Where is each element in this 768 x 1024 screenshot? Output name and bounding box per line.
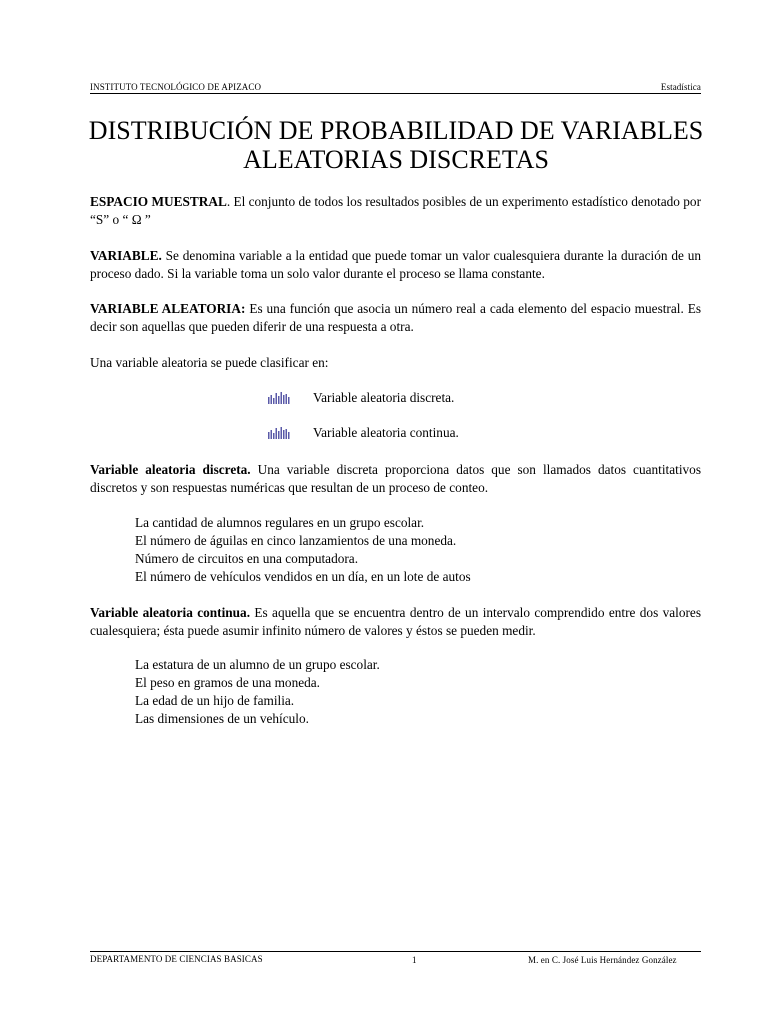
title-line-2: ALEATORIAS DISCRETAS bbox=[243, 145, 549, 174]
espacio-muestral-term: ESPACIO MUESTRAL bbox=[90, 194, 227, 209]
espacio-muestral-text: . El conjunto de todos los resultados posibles de un experimento estadístico denotado por “S” o “ Ω ” bbox=[90, 194, 701, 227]
list-item: La cantidad de alumnos regulares en un grupo escolar. bbox=[135, 515, 425, 530]
list-item: El número de águilas en cinco lanzamientos de una moneda. bbox=[135, 533, 457, 548]
footer-department: DEPARTAMENTO DE CIENCIAS BASICAS bbox=[90, 954, 263, 964]
continua-examples-list bbox=[135, 656, 701, 728]
variable-discreta-text: Una variable discreta proporciona datos que son llamados datos cuantitativos discretos y son respuestas numéricas que resultan de un proceso de conteo. bbox=[90, 462, 701, 495]
bullet-label-continua: Variable aleatoria continua. bbox=[313, 425, 459, 440]
list-item: La estatura de un alumno de un grupo escolar. bbox=[135, 657, 380, 672]
variable-continua-text: Es aquella que se encuentra dentro de un intervalo comprendido entre dos valores cualesquiera; ésta puede asumir infinito número de valores y éstos se pueden medir. bbox=[90, 605, 701, 638]
page-header bbox=[90, 82, 701, 94]
header-subject: Estadística bbox=[660, 82, 701, 92]
document-title bbox=[60, 116, 732, 174]
list-item: Las dimensiones de un vehículo. bbox=[135, 711, 309, 726]
clasificar-paragraph: Una variable aleatoria se puede clasificar en: bbox=[90, 355, 329, 370]
variable-text: Se denomina variable a la entidad que puede tomar un valor cualesquiera durante la duración de un proceso dado. Si la variable toma un solo valor durante el proceso se llama constante. bbox=[90, 248, 701, 281]
espacio-muestral-paragraph bbox=[90, 193, 701, 229]
bullet-bars-icon bbox=[268, 426, 290, 439]
list-item: El número de vehículos vendidos en un día, en un lote de autos bbox=[135, 569, 471, 584]
variable-paragraph bbox=[90, 247, 701, 283]
page-number: 1 bbox=[412, 955, 417, 965]
footer-author: M. en C. José Luis Hernández González bbox=[528, 955, 677, 965]
variable-aleatoria-text: Es una función que asocia un número real a cada elemento del espacio muestral. Es decir son aquellas que pueden diferir de una respuesta a otra. bbox=[90, 301, 701, 334]
list-item: La edad de un hijo de familia. bbox=[135, 693, 295, 708]
page-footer bbox=[90, 951, 701, 964]
list-item: El peso en gramos de una moneda. bbox=[135, 675, 320, 690]
bullet-bars-icon bbox=[268, 391, 290, 404]
title-line-1: DISTRIBUCIÓN DE PROBABILIDAD DE VARIABLES bbox=[88, 116, 704, 145]
variable-discreta-term: Variable aleatoria discreta. bbox=[90, 462, 251, 477]
header-institution: INSTITUTO TECNOLÓGICO DE APIZACO bbox=[90, 82, 262, 92]
variable-discreta-paragraph bbox=[90, 461, 701, 497]
bullet-label-discreta: Variable aleatoria discreta. bbox=[313, 390, 455, 405]
list-item: Número de circuitos en una computadora. bbox=[135, 551, 359, 566]
variable-term: VARIABLE. bbox=[90, 248, 162, 263]
variable-aleatoria-paragraph bbox=[90, 300, 701, 336]
variable-aleatoria-term: VARIABLE ALEATORIA: bbox=[90, 301, 246, 316]
variable-continua-term: Variable aleatoria continua. bbox=[90, 605, 251, 620]
variable-continua-paragraph bbox=[90, 604, 701, 640]
discreta-examples-list bbox=[135, 514, 701, 586]
